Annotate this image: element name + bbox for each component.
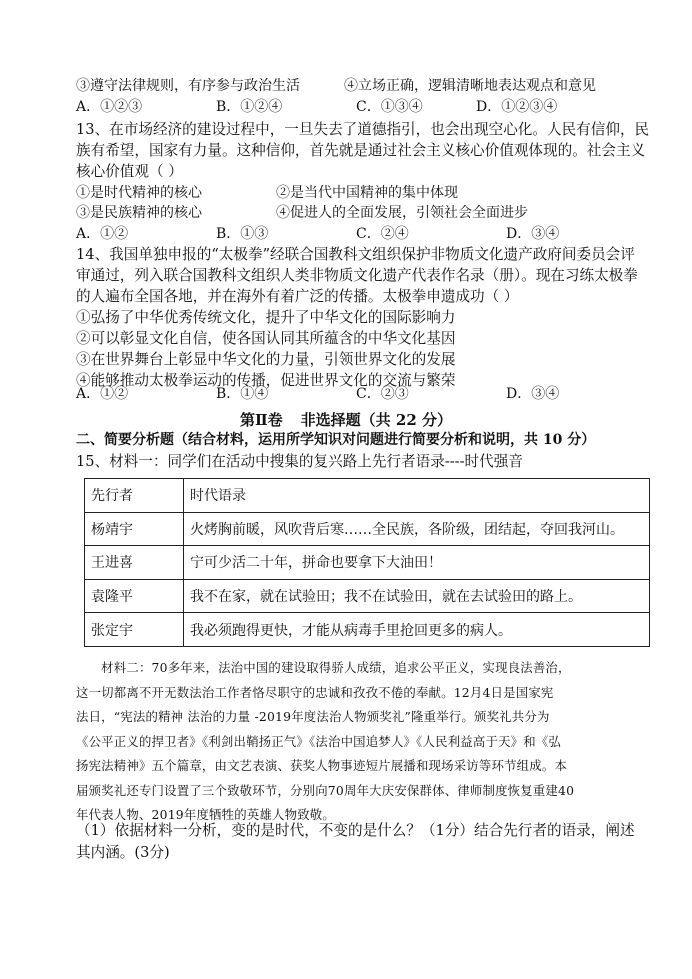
q14-choice-c: C．②③ [356,386,409,402]
option-item-4: ④立场正确，逻辑清晰地表达观点和意见 [344,78,596,94]
section-2-title-left: 第Ⅱ卷 [240,411,283,429]
q13-item-4: ④促进人的全面发展，引领社会全面进步 [276,205,528,221]
section-2-subheading: 二、简要分析题（结合材料，运用所学知识对问题进行简要分析和说明，共 10 分） [76,432,596,448]
q15-subq1-line-2: 其内涵。(3分) [76,844,170,861]
q13-line-3: 核心价值观（ ） [76,163,183,180]
q13-item-3: ③是民族精神的核心 [76,205,202,221]
q13-item-1: ①是时代精神的核心 [76,185,202,201]
material-2-line: 这一切都离不开无数法治工作者恪尽职守的忠诚和孜孜不倦的奉献。12月4日是国家宪 [76,684,554,700]
q13-items-row-2 [76,203,656,223]
q14-item-1: ①弘扬了中华优秀传统文化，提升了中华文化的国际影响力 [76,309,456,326]
choice-a: A．①②③ [76,99,143,115]
q13-line-1: 13、在市场经济的建设过程中，一旦失去了道德指引，也会出现空心化。人民有信仰，民 [76,121,650,138]
material-2-line: 届颁奖礼还专门设置了三个致敬环节，分别向70周年大庆安保群体、律师制度恢复重建40 [76,782,575,798]
material-2-paragraph [76,656,656,828]
choice-c: C．①③④ [356,99,423,115]
material-2-line: 年代表人物、2019年度牺牲的英雄人物致敬。 [76,807,335,822]
q13-items-row-1 [76,183,656,203]
table-row [85,512,650,546]
table-cell-name: 王进喜 [85,546,184,580]
quotes-table [84,478,650,647]
table-cell-quote: 宁可少活二十年，拼命也要拿下大油田！ [184,546,650,580]
section-2-title-right: 非选择题（共 22 分） [300,411,452,429]
prev-options-row [76,76,656,96]
q13-item-2: ②是当代中国精神的集中体现 [276,185,458,201]
choice-d: D．①②③④ [476,99,558,115]
material-2-line: 材料二：70多年来，法治中国的建设取得骄人成绩，追求公平正义，实现良法善治， [76,660,571,675]
section-2-title [0,409,692,431]
table-cell-quote: 我不在家，就在试验田；我不在试验田，就在去试验田的路上。 [184,579,650,613]
prev-choices-row [76,97,656,117]
table-row [85,546,650,580]
table-header-row [85,479,650,513]
table-cell-name: 杨靖宇 [85,512,184,546]
material-2-line: 《公平正义的捍卫者》《利剑出鞘扬正气》《法治中国追梦人》《人民利益高于天》和《弘 [76,733,562,749]
table-header-cell: 时代语录 [184,479,650,513]
q13-choice-b: B．①③ [216,226,269,242]
q14-item-3: ③在世界舞台上彰显中华文化的力量，引领世界文化的发展 [76,351,456,368]
table-cell-quote: 我必须跑得更快，才能从病毒手里抢回更多的病人。 [184,613,650,647]
q14-item-4: ④能够推动太极拳运动的传播，促进世界文化的交流与繁荣 [76,372,456,389]
table-row [85,579,650,613]
q14-choice-b: B．①④ [216,386,269,402]
table-cell-quote: 火烤胸前暖，风吹背后寒……全民族，各阶级，团结起，夺回我河山。 [184,512,650,546]
q15-intro: 15、材料一：同学们在活动中搜集的复兴路上先行者语录----时代强音 [76,453,523,470]
q14-line-3: 的人遍布全国各地，并在海外有着广泛的传播。太极拳申遗成功（ ） [76,288,519,305]
table-cell-name: 袁隆平 [85,579,184,613]
q14-item-2: ②可以彰显文化自信，使各国认同其所蕴含的中华文化基因 [76,330,456,347]
material-2-line: 法日，“宪法的精神 法治的力量 -2019年度法治人物颁奖礼”隆重举行。颁奖礼共分为 [76,709,550,724]
choice-b: B．①②④ [216,99,283,115]
q14-choice-a: A．①② [76,386,129,402]
q14-line-1: 14、我国单独申报的“太极拳”经联合国教科文组织保护非物质文化遗产政府间委员会评 [76,246,635,263]
option-item-3: ③遵守法律规则，有序参与政治生活 [76,78,300,94]
q13-choice-a: A．①② [76,226,129,242]
table-row [85,613,650,647]
q13-choices-row [76,224,656,244]
q13-choice-c: C．②④ [356,226,409,242]
q13-choice-d: D．③④ [506,226,560,242]
q13-line-2: 族有希望，国家有力量。这种信仰，首先就是通过社会主义核心价值观体现的。社会主义 [76,142,646,159]
table-cell-name: 张定宇 [85,613,184,647]
q15-subq1-line-1: （1）依据材料一分析，变的是时代，不变的是什么？（1分）结合先行者的语录，阐述 [76,822,635,839]
q14-choice-d: D．③④ [506,386,560,402]
material-2-line: 扬宪法精神》五个篇章，由文艺表演、获奖人物事迹短片展播和现场采访等环节组成。本 [76,758,568,773]
q14-line-2: 审通过，列入联合国教科文组织人类非物质文化遗产代表作名录（册）。现在习练太极拳 [76,267,638,284]
table-header-cell: 先行者 [85,479,184,513]
q14-choices-row [76,384,656,404]
